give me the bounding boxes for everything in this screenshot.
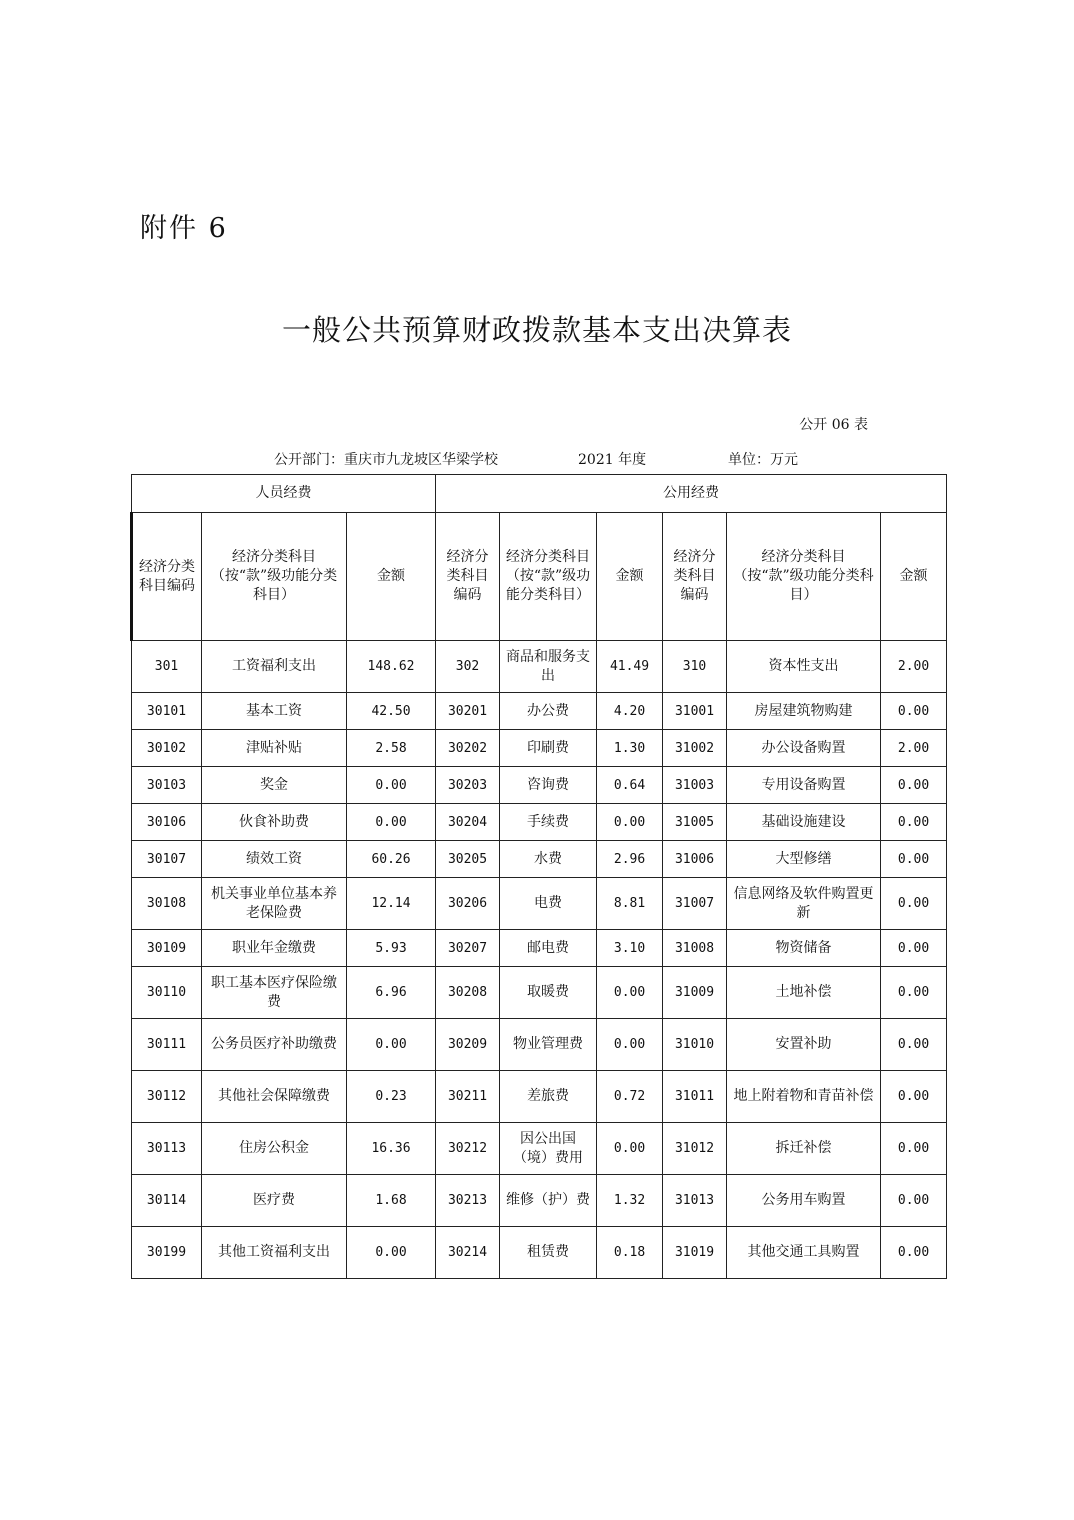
name-cell: 水费 (500, 841, 597, 878)
name-cell: 住房公积金 (202, 1123, 347, 1175)
code-cell: 30106 (132, 804, 202, 841)
amount-cell: 0.00 (881, 930, 947, 967)
year-label: 2021 年度 (578, 452, 647, 468)
department-label: 公开部门：重庆市九龙坡区华梁学校 (274, 452, 498, 468)
code-cell: 30112 (132, 1071, 202, 1123)
code-cell: 31007 (663, 878, 727, 930)
amount-cell: 8.81 (597, 878, 663, 930)
amount-cell: 16.36 (347, 1123, 436, 1175)
code-cell: 30204 (436, 804, 500, 841)
amount-cell: 2.00 (881, 641, 947, 693)
amount-cell: 0.00 (881, 1227, 947, 1279)
column-header-row (132, 513, 947, 641)
amount-cell: 0.00 (347, 1019, 436, 1071)
header-code: 经济分类科目编码 (663, 513, 727, 641)
page-title: 一般公共预算财政拨款基本支出决算表 (281, 313, 792, 347)
amount-cell: 0.00 (347, 1227, 436, 1279)
amount-cell: 0.00 (881, 767, 947, 804)
amount-cell: 5.93 (347, 930, 436, 967)
name-cell: 其他社会保障缴费 (202, 1071, 347, 1123)
name-cell: 办公费 (500, 693, 597, 730)
code-cell: 310 (663, 641, 727, 693)
table-row (132, 878, 947, 930)
amount-cell: 1.68 (347, 1175, 436, 1227)
table-row (132, 930, 947, 967)
table-row (132, 804, 947, 841)
expenditure-table (130, 474, 947, 1279)
name-cell: 因公出国（境）费用 (500, 1123, 597, 1175)
amount-cell: 0.00 (347, 804, 436, 841)
name-cell: 土地补偿 (727, 967, 881, 1019)
name-cell: 工资福利支出 (202, 641, 347, 693)
code-cell: 30108 (132, 878, 202, 930)
amount-cell: 0.00 (347, 767, 436, 804)
code-cell: 30206 (436, 878, 500, 930)
code-cell: 30207 (436, 930, 500, 967)
amount-cell: 2.00 (881, 730, 947, 767)
code-cell: 31010 (663, 1019, 727, 1071)
table-row (132, 767, 947, 804)
amount-cell: 60.26 (347, 841, 436, 878)
header-name: 经济分类科目（按“款”级功能分类科目） (727, 513, 881, 641)
amount-cell: 148.62 (347, 641, 436, 693)
name-cell: 商品和服务支出 (500, 641, 597, 693)
code-cell: 31019 (663, 1227, 727, 1279)
name-cell: 租赁费 (500, 1227, 597, 1279)
code-cell: 31002 (663, 730, 727, 767)
amount-cell: 0.23 (347, 1071, 436, 1123)
code-cell: 301 (132, 641, 202, 693)
code-cell: 31009 (663, 967, 727, 1019)
code-cell: 30209 (436, 1019, 500, 1071)
header-amount: 金额 (881, 513, 947, 641)
name-cell: 房屋建筑物购建 (727, 693, 881, 730)
code-cell: 31012 (663, 1123, 727, 1175)
table-row (132, 730, 947, 767)
name-cell: 拆迁补偿 (727, 1123, 881, 1175)
name-cell: 取暖费 (500, 967, 597, 1019)
header-code: 经济分类科目编码 (132, 513, 202, 641)
group-personnel: 人员经费 (132, 475, 436, 513)
amount-cell: 3.10 (597, 930, 663, 967)
name-cell: 其他工资福利支出 (202, 1227, 347, 1279)
header-name: 经济分类科目（按“款”级功能分类科目） (500, 513, 597, 641)
header-name: 经济分类科目（按“款”级功能分类科目） (202, 513, 347, 641)
amount-cell: 0.00 (881, 1019, 947, 1071)
code-cell: 30214 (436, 1227, 500, 1279)
code-cell: 30208 (436, 967, 500, 1019)
group-public: 公用经费 (436, 475, 947, 513)
code-cell: 31013 (663, 1175, 727, 1227)
name-cell: 基本工资 (202, 693, 347, 730)
header-amount: 金额 (347, 513, 436, 641)
name-cell: 地上附着物和青苗补偿 (727, 1071, 881, 1123)
amount-cell: 0.00 (881, 693, 947, 730)
table-row (132, 1019, 947, 1071)
code-cell: 30114 (132, 1175, 202, 1227)
code-cell: 30212 (436, 1123, 500, 1175)
name-cell: 物资储备 (727, 930, 881, 967)
name-cell: 职业年金缴费 (202, 930, 347, 967)
code-cell: 30213 (436, 1175, 500, 1227)
table-row (132, 1123, 947, 1175)
code-cell: 31003 (663, 767, 727, 804)
amount-cell: 2.96 (597, 841, 663, 878)
table-row (132, 1071, 947, 1123)
code-cell: 30101 (132, 693, 202, 730)
name-cell: 绩效工资 (202, 841, 347, 878)
amount-cell: 0.18 (597, 1227, 663, 1279)
code-cell: 30109 (132, 930, 202, 967)
name-cell: 公务用车购置 (727, 1175, 881, 1227)
amount-cell: 0.64 (597, 767, 663, 804)
amount-cell: 0.00 (881, 1175, 947, 1227)
table-number: 公开 06 表 (799, 417, 868, 433)
code-cell: 30211 (436, 1071, 500, 1123)
amount-cell: 0.00 (881, 1123, 947, 1175)
name-cell: 机关事业单位基本养老保险费 (202, 878, 347, 930)
name-cell: 物业管理费 (500, 1019, 597, 1071)
amount-cell: 42.50 (347, 693, 436, 730)
table-row (132, 1227, 947, 1279)
group-header-row (132, 475, 947, 513)
name-cell: 伙食补助费 (202, 804, 347, 841)
code-cell: 30110 (132, 967, 202, 1019)
amount-cell: 0.00 (597, 804, 663, 841)
code-cell: 30102 (132, 730, 202, 767)
code-cell: 30201 (436, 693, 500, 730)
amount-cell: 12.14 (347, 878, 436, 930)
name-cell: 咨询费 (500, 767, 597, 804)
name-cell: 其他交通工具购置 (727, 1227, 881, 1279)
name-cell: 资本性支出 (727, 641, 881, 693)
code-cell: 302 (436, 641, 500, 693)
code-cell: 30107 (132, 841, 202, 878)
name-cell: 安置补助 (727, 1019, 881, 1071)
amount-cell: 0.00 (597, 1019, 663, 1071)
amount-cell: 0.00 (881, 804, 947, 841)
amount-cell: 0.00 (881, 1071, 947, 1123)
amount-cell: 0.72 (597, 1071, 663, 1123)
amount-cell: 1.32 (597, 1175, 663, 1227)
name-cell: 邮电费 (500, 930, 597, 967)
amount-cell: 1.30 (597, 730, 663, 767)
code-cell: 31008 (663, 930, 727, 967)
name-cell: 维修（护）费 (500, 1175, 597, 1227)
name-cell: 大型修缮 (727, 841, 881, 878)
name-cell: 公务员医疗补助缴费 (202, 1019, 347, 1071)
name-cell: 医疗费 (202, 1175, 347, 1227)
amount-cell: 6.96 (347, 967, 436, 1019)
name-cell: 印刷费 (500, 730, 597, 767)
table-row (132, 693, 947, 730)
code-cell: 30111 (132, 1019, 202, 1071)
amount-cell: 0.00 (881, 878, 947, 930)
amount-cell: 41.49 (597, 641, 663, 693)
table-row (132, 641, 947, 693)
code-cell: 31011 (663, 1071, 727, 1123)
table-row (132, 841, 947, 878)
name-cell: 差旅费 (500, 1071, 597, 1123)
code-cell: 30103 (132, 767, 202, 804)
amount-cell: 4.20 (597, 693, 663, 730)
unit-label: 单位：万元 (728, 452, 798, 468)
amount-cell: 0.00 (881, 841, 947, 878)
name-cell: 手续费 (500, 804, 597, 841)
code-cell: 30202 (436, 730, 500, 767)
code-cell: 31006 (663, 841, 727, 878)
code-cell: 31001 (663, 693, 727, 730)
code-cell: 30205 (436, 841, 500, 878)
header-code: 经济分类科目编码 (436, 513, 500, 641)
amount-cell: 0.00 (597, 967, 663, 1019)
code-cell: 30203 (436, 767, 500, 804)
header-amount: 金额 (597, 513, 663, 641)
amount-cell: 2.58 (347, 730, 436, 767)
name-cell: 办公设备购置 (727, 730, 881, 767)
name-cell: 专用设备购置 (727, 767, 881, 804)
code-cell: 31005 (663, 804, 727, 841)
table-row (132, 1175, 947, 1227)
name-cell: 信息网络及软件购置更新 (727, 878, 881, 930)
name-cell: 职工基本医疗保险缴费 (202, 967, 347, 1019)
amount-cell: 0.00 (881, 967, 947, 1019)
code-cell: 30113 (132, 1123, 202, 1175)
code-cell: 30199 (132, 1227, 202, 1279)
attachment-label: 附件 6 (140, 213, 228, 244)
name-cell: 基础设施建设 (727, 804, 881, 841)
name-cell: 津贴补贴 (202, 730, 347, 767)
name-cell: 奖金 (202, 767, 347, 804)
table-row (132, 967, 947, 1019)
amount-cell: 0.00 (597, 1123, 663, 1175)
name-cell: 电费 (500, 878, 597, 930)
